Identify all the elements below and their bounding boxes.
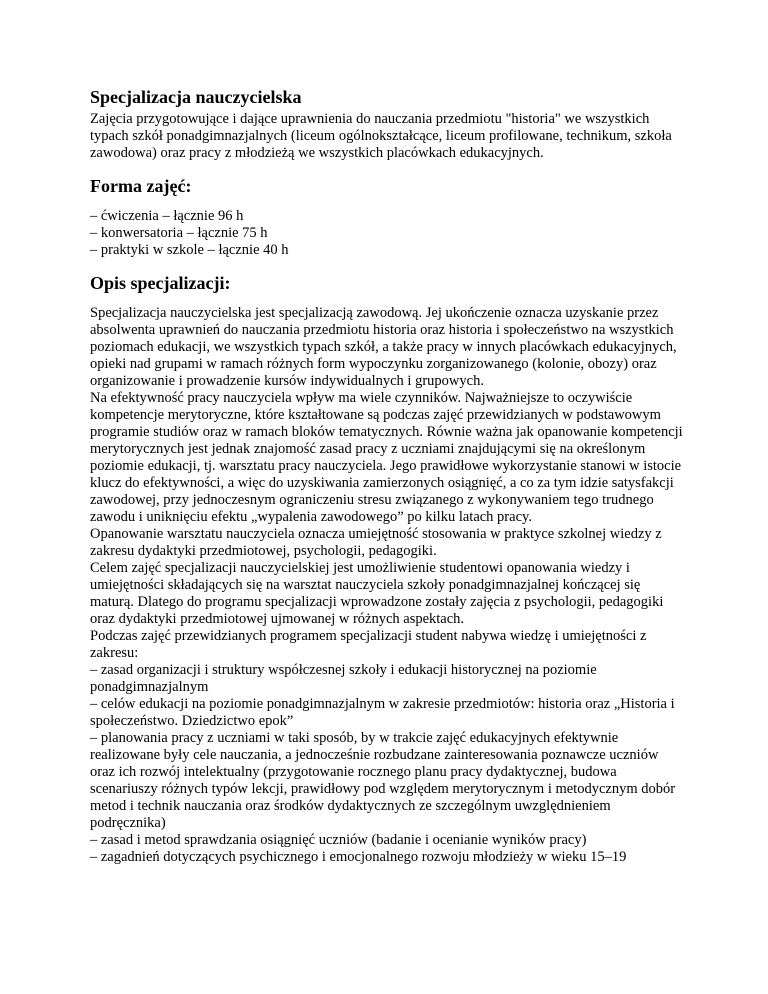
opis-paragraph: Specjalizacja nauczycielska jest specjalizacją zawodową. Jej ukończenie oznacza uzyskanie przez absolwenta uprawnień do nauczania przedmiotu historia oraz historia i społeczeństwo na wszystkich poziomach edukacji, we wszystkich typach szkół, a także pracy w innych placówkach edukacyjnych, opieki nad grupami w ramach różnych form wypoczynku zorganizowanego (kolonie, obozy) oraz organizowanie i prowadzenie kursów indywidualnych i grupowych. (90, 305, 677, 389)
opis-paragraph: Na efektywność pracy nauczyciela wpływ ma wiele czynników. Najważniejsze to oczywiście kompetencje merytoryczne, które kształtowane są podczas zajęć przewidzianych w podstawowym programie studiów oraz w ramach bloków tematycznych. Równie ważna jak opanowanie kompetencji merytorycznych jest jednak znajomość zasad pracy z uczniami znajdującymi się na określonym poziomie edukacji, tj. warsztatu pracy nauczyciela. Jego prawidłowe wykorzystanie stanowi w istocie klucz do efektywności, a więc do uzyskiwania zamierzonych osiągnięć, a co za tym idzie satysfakcji zawodowej, przy jednoczesnym ograniczeniu stresu związanego z wykonywaniem tego trudnego zawodu i uniknięciu efektu „wypalenia zawodowego” po kilku latach pracy. (90, 390, 683, 525)
forma-item: – konwersatoria – łącznie 75 h (90, 225, 268, 241)
document-page (90, 86, 686, 866)
forma-item: – ćwiczenia – łącznie 96 h (90, 208, 244, 224)
opis-body (90, 305, 686, 866)
opis-list-item: – celów edukacji na poziomie ponadgimnazjalnym w zakresie przedmiotów: historia oraz „Historia i społeczeństwo. Dziedzictwo epok” (90, 696, 675, 729)
intro-paragraph: Zajęcia przygotowujące i dające uprawnienia do nauczania przedmiotu "historia" we wszystkich typach szkół ponadgimnazjalnych (liceum ogólnokształcące, liceum profilowane, technikum, szkoła zawodowa) oraz pracy z młodzieżą we wszystkich placówkach edukacyjnych. (90, 111, 672, 161)
opis-list-item: – planowania pracy z uczniami w taki sposób, by w trakcie zajęć edukacyjnych efektywnie realizowane były cele nauczania, a jednocześnie rozbudzane zainteresowania poznawcze uczniów oraz ich rozwój intelektualny (przygotowanie rocznego planu pracy dydaktycznej, budowa scenariuszy różnych typów lekcji, prawidłowy pod względem merytorycznym i metodycznym dobór metod i technik nauczania oraz środków dydaktycznych ze szczególnym uwzględnieniem podręcznika) (90, 730, 676, 831)
forma-heading: Forma zajęć: (90, 176, 192, 196)
opis-paragraph: Opanowanie warsztatu nauczyciela oznacza umiejętność stosowania w praktyce szkolnej wiedzy z zakresu dydaktyki przedmiotowej, psychologii, pedagogiki. (90, 526, 662, 559)
opis-paragraph: Podczas zajęć przewidzianych programem specjalizacji student nabywa wiedzę i umiejętności z zakresu: (90, 628, 647, 661)
forma-list (90, 208, 686, 259)
opis-list-item: – zasad organizacji i struktury współczesnej szkoły i edukacji historycznej na poziomie ponadgimnazjalnym (90, 662, 597, 695)
opis-list-item: – zagadnień dotyczących psychicznego i emocjonalnego rozwoju młodzieży w wieku 15–19 (90, 849, 627, 865)
opis-paragraph: Celem zajęć specjalizacji nauczycielskiej jest umożliwienie studentowi opanowania wiedzy i umiejętności składających się na warsztat nauczyciela szkoły ponadgimnazjalnej kończącej się maturą. Dlatego do programu specjalizacji wprowadzone zostały zajęcia z psychologii, pedagogiki oraz dydaktyki przedmiotowej ujmowanej w różnych aspektach. (90, 560, 664, 627)
opis-heading: Opis specjalizacji: (90, 273, 231, 293)
page-title: Specjalizacja nauczycielska (90, 87, 302, 107)
forma-item: – praktyki w szkole – łącznie 40 h (90, 242, 289, 258)
opis-list-item: – zasad i metod sprawdzania osiągnięć uczniów (badanie i ocenianie wyników pracy) (90, 832, 587, 848)
